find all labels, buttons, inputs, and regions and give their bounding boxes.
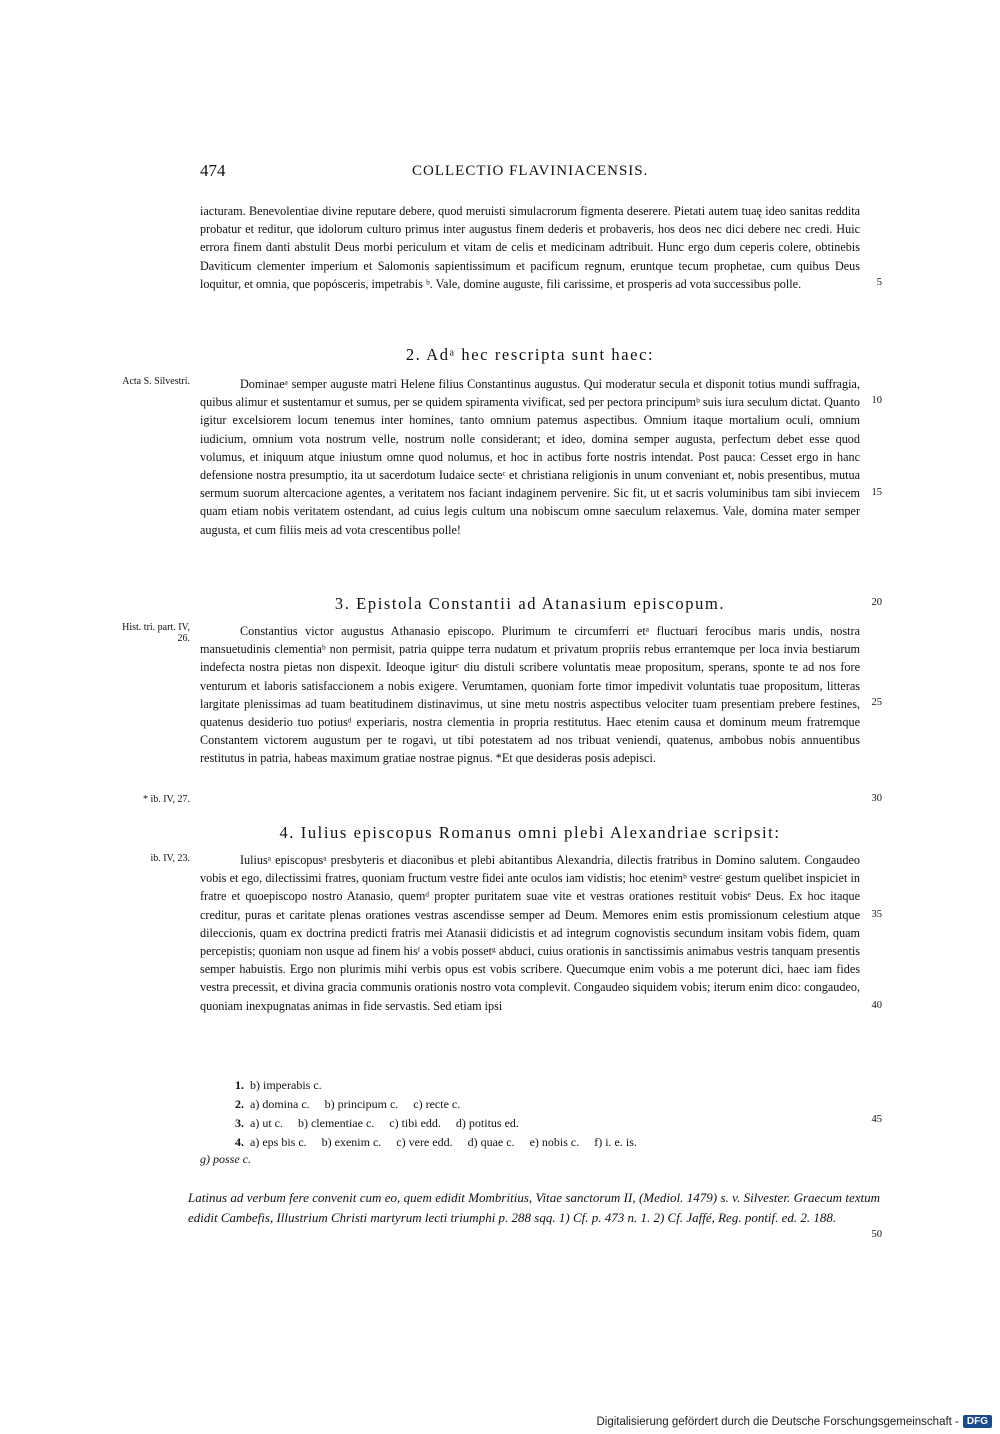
margin-note-ib-23: ib. IV, 23. [150,853,190,864]
footnote-row [235,1114,519,1132]
line-number: 5 [876,277,882,288]
digitization-credit [596,1415,992,1428]
section-2-text: Dominaeᵃ semper auguste matri Helene filius Constantinus augustus. Qui moderatur secula et disponit totius mundi suffragia, quibus alimur et sustentamur et sumus, per se quidem spiramenta vivificat, sed per pectora principumᵇ suis iura seculum dictat. Quanto igitur excelsiorem locum tenemus inter homines, tanto omnium patemus aspectibus. Omnium itaque mortalium oculi, omnium iudicium, omnium vota nostrum velle, nostrum nolle considerant; et ideo, domina semper augusta, perfectum debet esse quod volumus, et iniquum atque iniustum omne quod nolumus, et hoc in actibus forte nostris intendat. Post pauca: Cesset ergo in hanc defensione nostra presumptio, ita ut sacerdotum Iudaice secteᶜ et christiana religionis in unum conveniant et, nobis presentibus, mutua sermum suorum altercacione agentes, a veritatem nos faciant indaginem pervenire. Sic fit, ut et sacris voluminibus tam sibi inviecem quam etiam nobis veritatem ostendant, ad cuius legis cultum una nobiscum omne saeculum relaxemus. Vale, domina mater semper augusta, et cum filiis meis ad vota crescentibus polle! [200,377,860,537]
footnote-text: b) imperabis c. [250,1078,322,1092]
body-paragraph-1: iacturam. Benevolentiae divine reputare debere, quod meruisti simulacrorum figmenta deserere. Pietati autem tuaę ideo sanitas reddita probatur et reditur, que idolorum culturo primus inter augustus finem dederis et probaveris, hos deos nec dici debere nec credi. Huic errora finem danti abstulit Deus morbi periculum et vitam de celis et medicinam adtribuit. Hunc ergo dum ceperis colere, obtinebis Daviticum clementer imperium et Salomonis sapientissimum et pacificum regnum, eruntque tecum prophetae, cum quibus Deus loquitur, et omnia, que popósceris, impetrabis ᵇ. Vale, domine auguste, fili carissime, et prosperis ad vota successibus polle. [200,204,860,291]
line-number: 45 [871,1114,882,1125]
footnote-row [235,1076,322,1094]
dfg-logo: DFG [963,1415,992,1428]
footnote-number: 4. [235,1135,244,1149]
line-number: 40 [871,1000,882,1011]
section-3-text: Constantius victor augustus Athanasio episcopo. Plurimum te circumferri etᵃ fluctuari ferocibus maris undis, nostra mansuetudinis clementiaᵇ non permisit, patria quippe terra nudatum et privatum propriis rebus errantemque per loca invia bestiarum indefecta nostra pietas non dispexit. Ideoque igiturᶜ diu distuli scribere voluntatis meae propositum, sperans, sponte te ad nos fore venturum et laboris satisfaccionem a nobis exigere. Verumtamen, quoniam forte timor impedivit voluntatis tuae propositum, litteras largitate plenissimas ad tuam beatitudinem distinavimus, ut sine metu nostris aspectibus velociter tuam presentiam prebere festines, quatenus desiderio tuo potiusᵈ experiaris, nostra clementia in propria restitutus. Haec etenim causa et dominum meum fratremque Constantem victorem augustum per te rogavi, ut tibi potestatem ad nos tribuat veniendi, quatenus, ambobus nobis annuentibus restitutus in patria, habeas maximum gratiae nostrae pignus. *Et que desideras posis adepisci. [200,624,860,766]
section-4-text: Iuliusᵃ episcopusᵃ presbyteris et diaconibus et plebi abitantibus Alexandria, dilectis fratribus in Domino salutem. Congaudeo vobis et ego, dilectissimi fratres, quoniam fructum vestre fidei ante oculos iam vidistis; hoc etenimᵇ vestreᶜ gestum quelibet inspiciet in fratre et quoepiscopo nostro Atanasio, quemᵈ propter puritatem suae vite et vestras orationes restituit vobisᵉ Deus. Ex hoc itaque creditur, puras et caritate plenas orationes vestras ascendisse semper ad Deum. Memores enim estis promissionum celestium atque dileccionis, quam ex doctrina predicti fratris mei Atanasii didicistis et ad integrum cognovistis secundum insitam vobis fidem, quam percepistis; quoniam non usque ad finem hisᶠ a vobis possetᵍ abduci, cuius orationis in sanctissimis animabus vestris tanquam presentis semper habuistis. Ergo non plurimis mihi verbis opus est vobis scribere. Quecumque enim vobis a me poterunt dici, haec iam fides vestra precessit, et divina gracia communis orationis nostro vota complevit. Congaudeo siquidem vobis; iterum enim dico: congaudeo, quoniam inexpugnatas animas in fide servastis. Sed etiam ipsi [200,853,860,1013]
footnote-continuation: g) posse c. [200,1152,251,1166]
line-number: 30 [871,793,882,804]
page-number: 474 [200,161,226,180]
editorial-commentary: Latinus ad verbum fere convenit cum eo, quem edidit Mombritius, Vitae sanctorum II, (Mediol. 1479) s. v. Silvester. Graecum textum edidit Cambefis, Illustrium Christi martyrum lecti triumphi p. 288 sqq. 1) Cf. p. 473 n. 1. 2) Cf. Jaffé, Reg. pontif. ed. 2. 188. [188,1190,880,1225]
line-number: 25 [871,697,882,708]
line-number: 10 [871,395,882,406]
credit-text: Digitalisierung gefördert durch die Deutsche Forschungsgemeinschaft - [596,1415,959,1428]
footnote-number: 2. [235,1097,244,1111]
section-3-heading: 3. Epistola Constantii ad Atanasium episcopum. [334,594,726,613]
footnote-row [235,1095,460,1113]
line-number: 20 [871,597,882,608]
footnote-row [235,1133,637,1151]
margin-note-hist: Hist. tri. part. IV, 26. [122,622,190,644]
running-title: COLLECTIO FLAVINIACENSIS. [412,163,649,179]
footnote-number: 3. [235,1116,244,1130]
footnote-number: 1. [235,1078,244,1092]
footnote-text: a) ut c. b) clementiae c. c) tibi edd. d) potitus ed. [250,1116,519,1130]
section-4-heading: 4. Iulius episcopus Romanus omni plebi Alexandriae scripsit: [279,823,781,842]
line-number: 35 [871,909,882,920]
section-2-heading: 2. Adᵃ hec rescripta sunt haec: [405,345,655,364]
margin-note-acta: Acta S. Silvestri. [122,376,190,387]
line-number: 50 [871,1229,882,1240]
footnote-text: a) domina c. b) principum c. c) recte c. [250,1097,461,1111]
footnote-text: a) eps bis c. b) exenim c. c) vere edd. d) quae c. e) nobis c. f) i. e. is. [250,1135,637,1149]
margin-note-ib-27: * ib. IV, 27. [142,794,190,805]
line-number: 15 [871,487,882,498]
